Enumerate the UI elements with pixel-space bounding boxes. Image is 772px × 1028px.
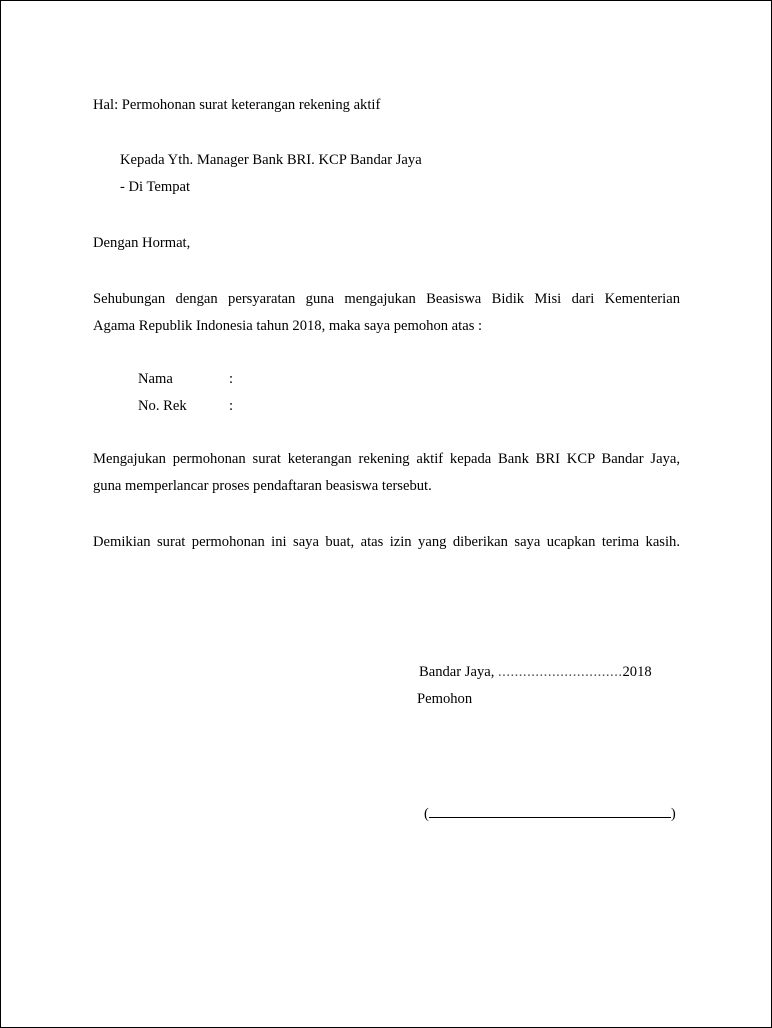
place-date-dots: .............................. [498, 664, 623, 680]
paragraph-intro-line-2: Agama Republik Indonesia tahun 2018, maka saya pemohon atas : [93, 318, 483, 334]
paragraph-closing-line: Demikian surat permohonan ini saya buat, atas izin yang diberikan saya ucapkan terima kasih. [93, 534, 680, 550]
field-label-account: No. Rek [138, 398, 187, 414]
signature-open-paren: ( [424, 806, 429, 822]
place-date-year: 2018 [622, 664, 652, 680]
recipient-line: Kepada Yth. Manager Bank BRI. KCP Bandar Jaya [120, 152, 422, 168]
signature-close-paren: ) [670, 806, 676, 822]
paragraph-request-line-2: guna memperlancar proses pendaftaran beasiswa tersebut. [93, 478, 432, 494]
paragraph-closing [93, 529, 680, 556]
greeting: Dengan Hormat, [93, 235, 191, 251]
field-label-name: Nama [138, 371, 173, 387]
paragraph-request-line-1: Mengajukan permohonan surat keterangan rekening aktif kepada Bank BRI KCP Bandar Jaya, [93, 451, 680, 467]
paragraph-intro-line-1: Sehubungan dengan persyaratan guna mengajukan Beasiswa Bidik Misi dari Kementerian [93, 291, 680, 307]
letter-subject: Hal: Permohonan surat keterangan rekening aktif [93, 97, 381, 113]
recipient-place: - Di Tempat [120, 179, 191, 195]
field-separator-name: : [229, 371, 234, 387]
signature-blank [429, 804, 671, 818]
place-date [419, 663, 652, 681]
paragraph-intro [93, 286, 680, 340]
field-separator-account: : [229, 398, 234, 414]
paragraph-request [93, 446, 680, 500]
signer-role: Pemohon [417, 691, 473, 707]
place-date-prefix: Bandar Jaya, [419, 664, 495, 680]
signature-line [424, 804, 676, 823]
